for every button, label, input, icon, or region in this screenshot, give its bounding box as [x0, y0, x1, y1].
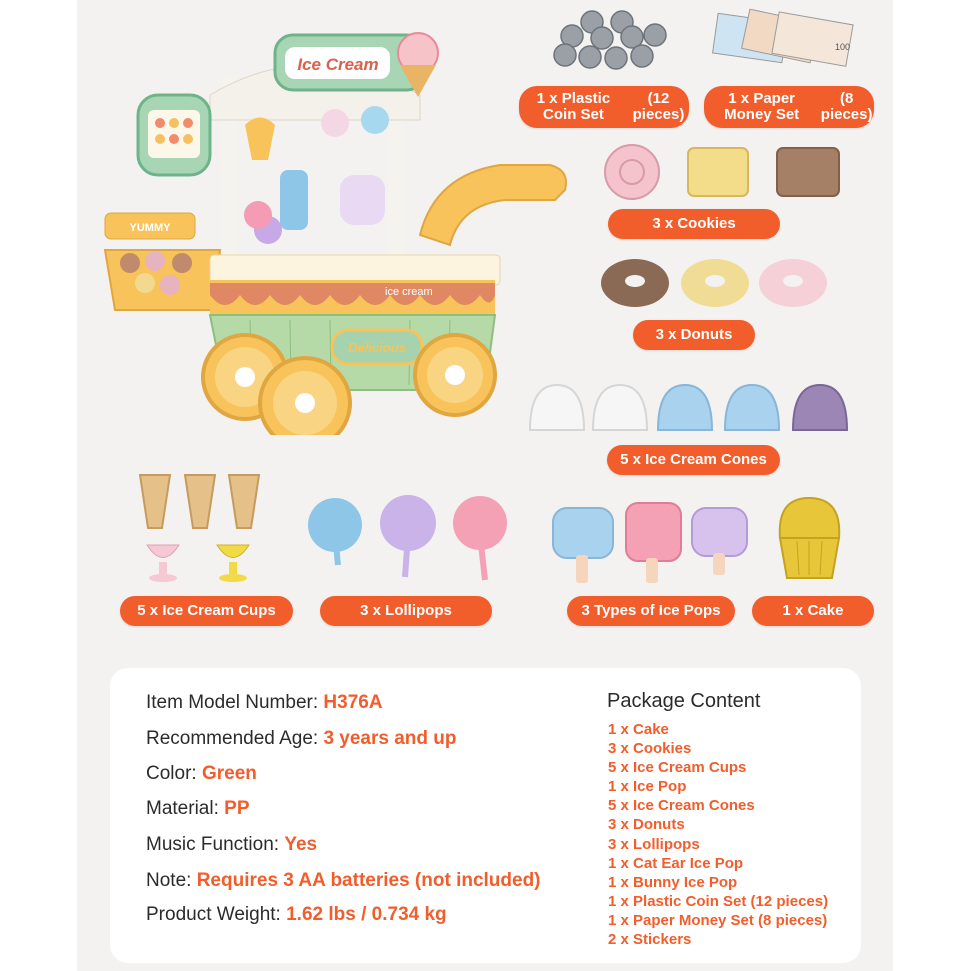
spec-music-function: Music Function: Yes [146, 834, 318, 855]
spec-note: Note: Requires 3 AA batteries (not included) [146, 870, 541, 891]
spec-material: Material: PP [146, 798, 250, 819]
paper-money-image [705, 8, 865, 78]
package-item: 3 x Donuts [608, 816, 685, 834]
package-item: 1 x Cake [608, 721, 669, 738]
spec-model-number: Item Model Number: H376A [146, 692, 383, 713]
spec-color: Color: Green [146, 763, 257, 784]
spec-recommended-age: Recommended Age: 3 years and up [146, 728, 457, 749]
cart-sign-text: Ice Cream [297, 55, 379, 74]
ice-cream-cones-label: 5 x Ice Cream Cones [607, 445, 780, 475]
package-item: 1 x Bunny Ice Pop [608, 873, 738, 891]
cart-front-label: ice cream [385, 286, 433, 298]
ice-cream-cups-label: 5 x Ice Cream Cups [120, 596, 293, 626]
cookies-label: 3 x Cookies [608, 209, 780, 239]
donuts-image [600, 255, 830, 310]
cart-badge: Delicious [348, 340, 406, 355]
cart-side-sign: YUMMY [129, 222, 171, 234]
donuts-label: 3 x Donuts [633, 320, 755, 350]
ice-cream-cups-image [135, 470, 275, 595]
coin-set-label: 1 x Plastic Coin Set (12 pieces) [519, 86, 689, 128]
cake-label: 1 x Cake [752, 596, 874, 626]
package-item: 1 x Ice Pop [608, 778, 687, 796]
spec-product-weight: Product Weight: 1.62 lbs / 0.734 kg [146, 904, 447, 925]
package-item: 3 x Cookies [608, 740, 692, 758]
package-item: 1 x Cat Ear Ice Pop [608, 854, 744, 872]
package-item: 1 x Plastic Coin Set (12 pieces) [608, 892, 829, 910]
ice-pops-label: 3 Types of Ice Pops [567, 596, 735, 626]
ice-cream-cones-image [525, 380, 860, 440]
ice-cream-cart-image [100, 25, 585, 435]
package-content-list [608, 720, 828, 949]
lollipops-image [300, 495, 515, 585]
lollipops-label: 3 x Lollipops [320, 596, 492, 626]
package-item: 2 x Stickers [608, 931, 692, 949]
ice-pops-image [548, 500, 758, 585]
paper-money-label: 1 x Paper Money Set (8 pieces) [704, 86, 874, 128]
package-item: 5 x Ice Cream Cones [608, 797, 755, 815]
cake-image [772, 493, 847, 583]
package-item: 3 x Lollipops [608, 835, 700, 853]
cookies-image [595, 142, 850, 202]
money-note-text: 100 [835, 42, 851, 52]
coin-set-image [550, 10, 675, 75]
package-item: 1 x Paper Money Set (8 pieces) [608, 911, 828, 929]
package-content-title: Package Content [607, 690, 761, 712]
package-item: 5 x Ice Cream Cups [608, 759, 747, 777]
